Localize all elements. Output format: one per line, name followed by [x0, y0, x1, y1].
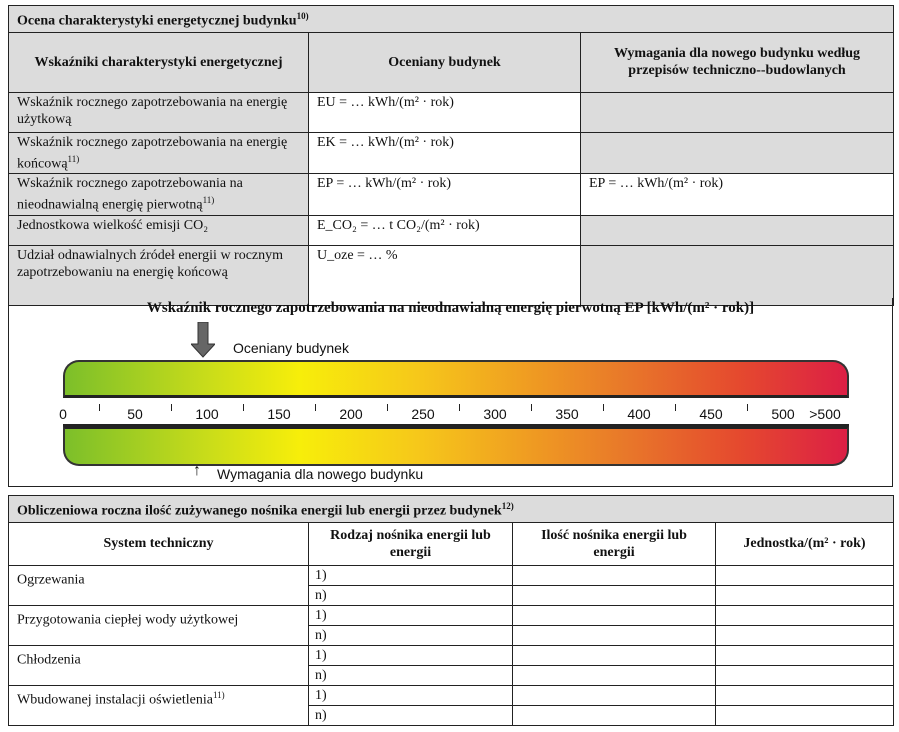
amount-field[interactable] [513, 585, 716, 605]
energy-assessment-table [8, 5, 894, 306]
amount-field[interactable] [513, 625, 716, 645]
req-field [581, 215, 894, 245]
header-unit: Jednostka/(m² · rok) [716, 522, 894, 565]
label: Chłodzenia [17, 652, 81, 668]
tick-label: 100 [195, 406, 219, 422]
label: Wskaźnik rocznego zapotrzebowania na energię użytkową [17, 94, 288, 127]
tick-label: 50 [127, 406, 143, 422]
header-assessed: Oceniany budynek [309, 32, 581, 92]
req-field[interactable]: EP = … kWh/(m² · rok) [581, 174, 894, 216]
value-field[interactable]: EP = … kWh/(m² · rok) [309, 174, 581, 216]
header-indicators: Wskaźniki charakterystyki energetycznej [9, 32, 309, 92]
required-label: Wymagania dla nowego budynku [217, 466, 424, 482]
header-amount: Ilość nośnika energii lub energii [513, 522, 716, 565]
scale-title: Wskaźnik rocznego zapotrzebowania na nieodnawialną energię pierwotną EP [kWh/(m² · rok)] [146, 300, 755, 316]
energy-carrier-table [8, 495, 894, 726]
table1-title [9, 6, 894, 33]
tick-mark [531, 404, 532, 411]
tick-label: 150 [267, 406, 291, 422]
label: Przygotowania ciepłej wody użytkowej [17, 612, 239, 628]
label: Wskaźnik rocznego zapotrzebowania na nieodnawialną energię pierwotną [17, 176, 243, 213]
arrow-down-icon [191, 322, 215, 358]
label: Wskaźnik rocznego zapotrzebowania na energię końcową [17, 134, 288, 172]
tick-mark [315, 404, 316, 411]
gradient-bar-top [63, 360, 849, 398]
tick-label: 350 [555, 406, 579, 422]
table-row [9, 645, 894, 665]
unit-field[interactable] [716, 625, 894, 645]
row-label: Jednostkowa wielkość emisji CO₂ [9, 215, 309, 245]
row-label [9, 174, 309, 216]
carrier-type-field[interactable]: 1) [309, 645, 513, 665]
tick-mark [603, 404, 604, 411]
gradient-bar-bottom [63, 426, 849, 466]
carrier-type-field[interactable]: n) [309, 585, 513, 605]
tick-mark [747, 404, 748, 411]
value-field[interactable]: EK = … kWh/(m² · rok) [309, 132, 581, 174]
carrier-type-field[interactable]: 1) [309, 685, 513, 705]
table-row [9, 565, 894, 585]
arrow-up-icon: ↑ [193, 462, 201, 479]
tick-label: 500 [771, 406, 795, 422]
tick-mark [675, 404, 676, 411]
unit-field[interactable] [716, 665, 894, 685]
row-label: Udział odnawialnych źródeł energii w rocznym zapotrzebowaniu na energię końcową [9, 245, 309, 305]
label: Wbudowanej instalacji oświetlenia [17, 692, 213, 708]
header-requirements: Wymagania dla nowego budynku według przepisów techniczno--budowlanych [581, 32, 894, 92]
tick-label: 250 [411, 406, 435, 422]
amount-field[interactable] [513, 685, 716, 705]
unit-field[interactable] [716, 705, 894, 725]
footnote: 12) [501, 501, 514, 511]
footnote: 11) [202, 195, 215, 206]
table-row [9, 685, 894, 705]
value-field[interactable]: E_CO₂ = … t CO₂/(m² · rok) [309, 215, 581, 245]
amount-field[interactable] [513, 565, 716, 585]
unit-field[interactable] [716, 645, 894, 665]
amount-field[interactable] [513, 665, 716, 685]
carrier-type-field[interactable]: 1) [309, 565, 513, 585]
tick-label: 450 [699, 406, 723, 422]
row-label [9, 132, 309, 174]
tick-mark [459, 404, 460, 411]
tick-label-overflow: >500 [809, 406, 841, 422]
unit-field[interactable] [716, 605, 894, 625]
ep-scale [8, 298, 893, 487]
system-name [9, 645, 309, 685]
carrier-type-field[interactable]: n) [309, 665, 513, 685]
table2-title [9, 496, 894, 523]
title-text: Ocena charakterystyki energetycznej budynku [17, 13, 297, 29]
system-name [9, 685, 309, 725]
amount-field[interactable] [513, 645, 716, 665]
tick-mark [387, 404, 388, 411]
carrier-type-field[interactable]: 1) [309, 605, 513, 625]
value-field[interactable]: EU = … kWh/(m² · rok) [309, 92, 581, 132]
assessed-label: Oceniany budynek [233, 340, 349, 356]
req-field [581, 132, 894, 174]
footnote: 10) [296, 11, 309, 21]
unit-field[interactable] [716, 685, 894, 705]
system-name [9, 605, 309, 645]
title-text: Obliczeniowa roczna ilość zużywanego nośnika energii lub energii przez budynek [17, 503, 502, 519]
footnote: 11) [212, 689, 225, 700]
tick-label: 0 [59, 406, 67, 422]
unit-field[interactable] [716, 585, 894, 605]
tick-label: 200 [339, 406, 363, 422]
value-field[interactable]: U_oze = … % [309, 245, 581, 305]
amount-field[interactable] [513, 605, 716, 625]
tick-mark [243, 404, 244, 411]
axis-line [63, 424, 849, 426]
table-row [9, 605, 894, 625]
system-name [9, 565, 309, 605]
tick-mark [171, 404, 172, 411]
carrier-type-field[interactable]: n) [309, 625, 513, 645]
req-field [581, 245, 894, 305]
header-carrier-type: Rodzaj nośnika energii lub energii [309, 522, 513, 565]
tick-label: 400 [627, 406, 651, 422]
amount-field[interactable] [513, 705, 716, 725]
tick-label: 300 [483, 406, 507, 422]
header-system: System techniczny [9, 522, 309, 565]
row-label [9, 92, 309, 132]
carrier-type-field[interactable]: n) [309, 705, 513, 725]
label: Ogrzewania [17, 572, 85, 588]
req-field [581, 92, 894, 132]
unit-field[interactable] [716, 565, 894, 585]
footnote: 11) [67, 153, 80, 164]
tick-mark [99, 404, 100, 411]
